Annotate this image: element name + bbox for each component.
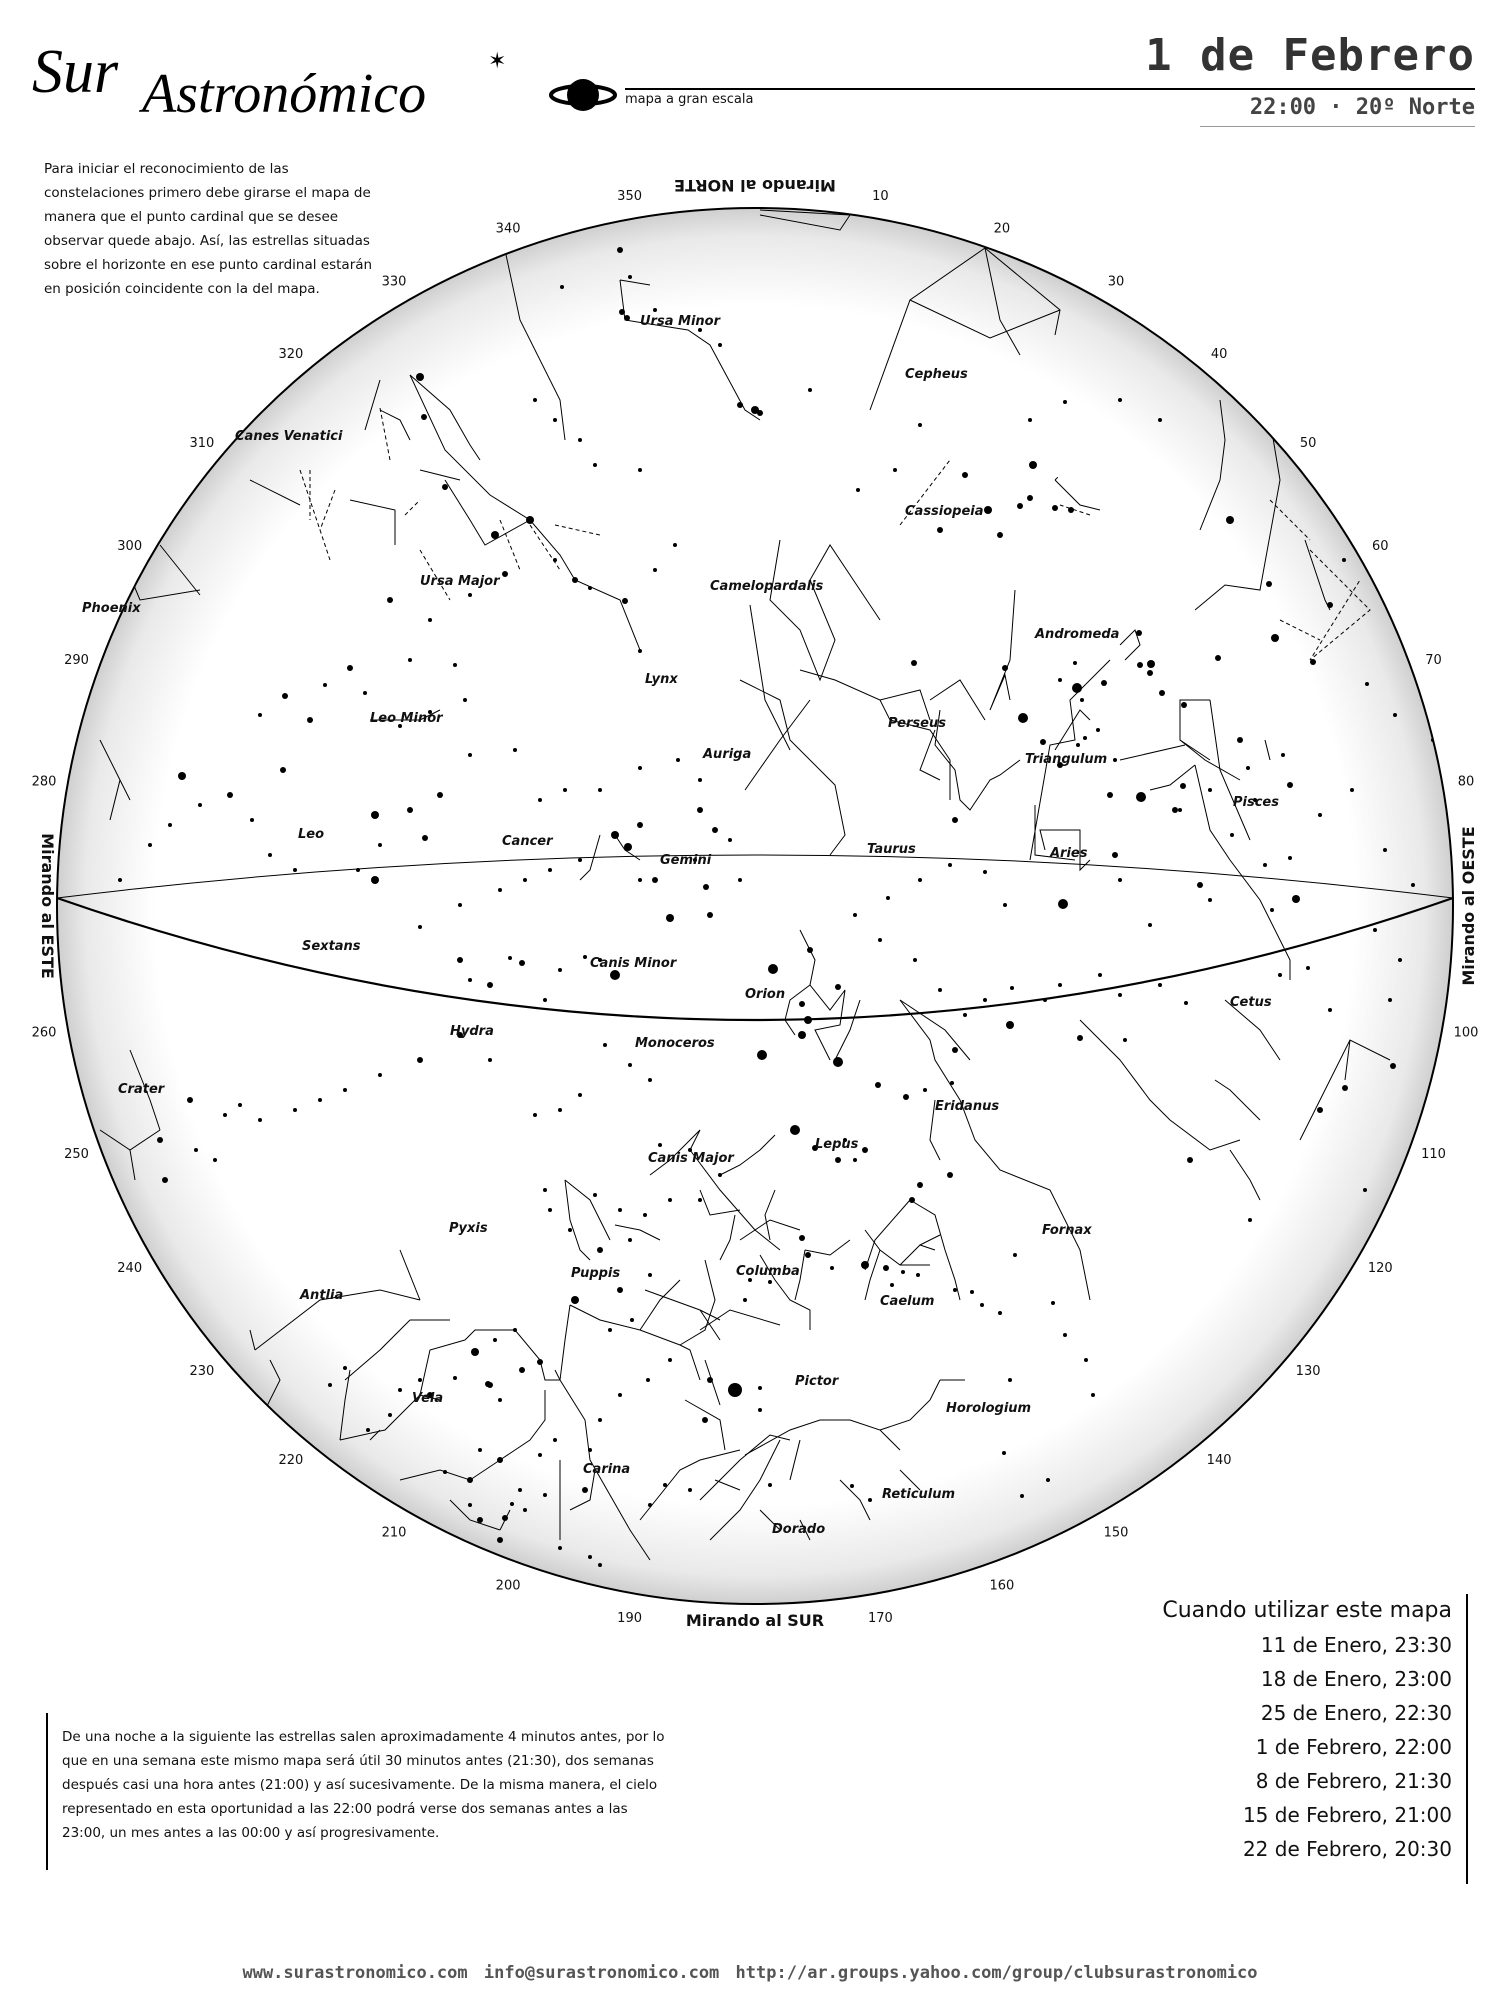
azimuth-tick-label: 50	[1299, 435, 1317, 451]
constellation-label: Triangulum	[1025, 752, 1108, 767]
time-location: 22:00 · 20º Norte	[1249, 95, 1475, 120]
constellation-label: Pictor	[795, 1374, 839, 1389]
constellation-label: Canis Minor	[590, 956, 677, 971]
planet-icon	[567, 79, 599, 111]
constellation-label: Crater	[118, 1082, 165, 1097]
azimuth-tick-label: 20	[993, 221, 1011, 237]
azimuth-tick-label: 150	[1103, 1525, 1129, 1541]
azimuth-tick-label: 330	[381, 274, 407, 290]
cardinal-west: Mirando al OESTE	[1459, 826, 1478, 986]
brand-sur: Sur	[32, 38, 119, 106]
azimuth-tick-label: 130	[1295, 1364, 1321, 1380]
azimuth-tick-label: 340	[495, 221, 521, 237]
header-rule	[625, 88, 1475, 90]
usage-date-item: 22 de Febrero, 20:30	[1242, 1837, 1452, 1861]
constellation-label: Orion	[745, 987, 786, 1002]
constellation-label: Caelum	[880, 1294, 935, 1309]
constellation-label: Cancer	[502, 834, 553, 849]
cardinal-south: Mirando al SUR	[685, 1611, 825, 1630]
azimuth-tick-label: 30	[1107, 274, 1125, 290]
constellation-label: Cassiopeia	[905, 504, 984, 519]
constellation-label: Auriga	[703, 747, 752, 762]
constellation-label: Vela	[412, 1391, 444, 1406]
footer-website-link[interactable]: www.surastronomico.com	[242, 1963, 468, 1983]
constellation-label: Horologium	[946, 1401, 1032, 1416]
constellation-label: Canes Venatici	[235, 429, 343, 444]
azimuth-tick-label: 290	[64, 653, 89, 669]
constellation-label: Fornax	[1042, 1223, 1092, 1238]
azimuth-tick-label: 10	[872, 189, 889, 204]
azimuth-tick-label: 250	[64, 1146, 89, 1162]
cardinal-east: Mirando al ESTE	[38, 833, 57, 979]
constellation-label: Camelopardalis	[710, 579, 824, 594]
constellation-label: Cepheus	[905, 367, 968, 382]
azimuth-tick-label: 70	[1425, 653, 1442, 669]
constellation-label: Phoenix	[82, 601, 141, 616]
constellation-label: Leo Minor	[370, 711, 443, 726]
constellation-label: Lynx	[645, 672, 678, 687]
constellation-label: Aries	[1050, 846, 1088, 861]
intro-text: Para iniciar el reconocimiento de las constelaciones primero debe girarse el mapa de manera que el punto cardinal que se desee observar quede abajo. Así, las estrellas situadas sobre el horizonte en ese punto cardinal estarán en posición coincidente con la del mapa.	[44, 161, 373, 297]
usage-date-item: 11 de Enero, 23:30	[1260, 1633, 1452, 1657]
page-title: 1 de Febrero	[1145, 30, 1475, 81]
azimuth-tick-label: 160	[989, 1578, 1015, 1594]
constellation-label: Leo	[298, 827, 325, 842]
azimuth-tick-label: 280	[31, 774, 57, 790]
constellation-label: Eridanus	[935, 1099, 1000, 1114]
constellation-label: Reticulum	[882, 1487, 956, 1502]
usage-date-item: 15 de Febrero, 21:00	[1242, 1803, 1452, 1827]
azimuth-tick-label: 240	[117, 1261, 143, 1276]
azimuth-tick-label: 60	[1372, 539, 1389, 554]
azimuth-tick-label: 100	[1453, 1025, 1479, 1041]
azimuth-tick-label: 220	[278, 1453, 304, 1469]
constellation-label: Sextans	[302, 939, 361, 954]
azimuth-tick-label: 170	[867, 1611, 893, 1626]
note-text: De una noche a la siguiente las estrellas salen aproximadamente 4 minutos antes, por lo que en una semana este mismo mapa será útil 30 minutos antes (21:30), dos semanas después casi una hora antes (21:00) y así sucesivamente. De la misma manera, el cielo representado en esta oportunidad a las 22:00 podrá verse dos semanas antes a las 23:00, un mes antes a las 00:00 y así progresivamente.	[46, 1713, 666, 1870]
usage-date-item: 8 de Febrero, 21:30	[1255, 1769, 1452, 1793]
constellation-label: Cetus	[1230, 995, 1272, 1010]
constellation-label: Columba	[736, 1264, 800, 1279]
constellation-label: Antlia	[300, 1288, 344, 1303]
azimuth-tick-label: 260	[31, 1025, 57, 1041]
header-rule-secondary	[1200, 126, 1475, 127]
constellation-label: Hydra	[450, 1024, 494, 1039]
constellation-label: Puppis	[571, 1266, 621, 1281]
constellation-label: Canis Major	[648, 1151, 734, 1166]
cardinal-north: Mirando al NORTE	[674, 176, 836, 195]
constellation-label: Andromeda	[1035, 627, 1120, 642]
azimuth-tick-label: 190	[617, 1611, 643, 1626]
constellation-label: Carina	[583, 1462, 631, 1477]
azimuth-tick-label: 110	[1421, 1146, 1446, 1162]
azimuth-tick-label: 350	[617, 189, 643, 204]
azimuth-tick-label: 320	[278, 346, 304, 362]
azimuth-tick-label: 230	[189, 1364, 215, 1380]
brand-astronomico: Astronómico	[142, 63, 427, 125]
constellation-label: Dorado	[772, 1522, 826, 1537]
brand-logo	[30, 30, 620, 130]
usage-dates-panel	[1132, 1594, 1468, 1884]
azimuth-tick-label: 210	[381, 1525, 407, 1541]
footer-email-link[interactable]: info@surastronomico.com	[483, 1963, 720, 1983]
constellation-label: Gemini	[660, 853, 712, 868]
usage-date-item: 1 de Febrero, 22:00	[1255, 1735, 1452, 1759]
star-icon: ✶	[488, 49, 507, 74]
constellation-label: Taurus	[867, 842, 916, 857]
azimuth-tick-label: 140	[1206, 1453, 1232, 1469]
azimuth-tick-label: 120	[1367, 1261, 1393, 1276]
footer-group-link[interactable]: http://ar.groups.yahoo.com/group/clubsurastronomico	[735, 1963, 1258, 1983]
usage-date-item: 18 de Enero, 23:00	[1260, 1667, 1452, 1691]
constellation-label: Monoceros	[635, 1036, 715, 1051]
constellation-label: Ursa Minor	[640, 314, 720, 329]
constellation-label: Ursa Major	[420, 574, 500, 589]
azimuth-tick-label: 80	[1457, 774, 1475, 790]
constellation-label: Perseus	[888, 716, 946, 731]
header-subtitle: mapa a gran escala	[625, 92, 754, 107]
constellation-label: Pyxis	[449, 1221, 488, 1236]
usage-date-item: 25 de Enero, 22:30	[1260, 1701, 1452, 1725]
constellation-label: Pisces	[1233, 795, 1279, 810]
azimuth-tick-label: 300	[117, 539, 143, 554]
azimuth-tick-label: 200	[495, 1578, 521, 1594]
constellation-label: Lepus	[815, 1137, 859, 1152]
usage-dates-title: Cuando utilizar este mapa	[1162, 1598, 1452, 1623]
azimuth-tick-label: 310	[189, 435, 215, 451]
footer	[0, 1963, 1500, 1983]
sky-disc	[57, 208, 1453, 1604]
azimuth-tick-label: 40	[1210, 346, 1228, 362]
